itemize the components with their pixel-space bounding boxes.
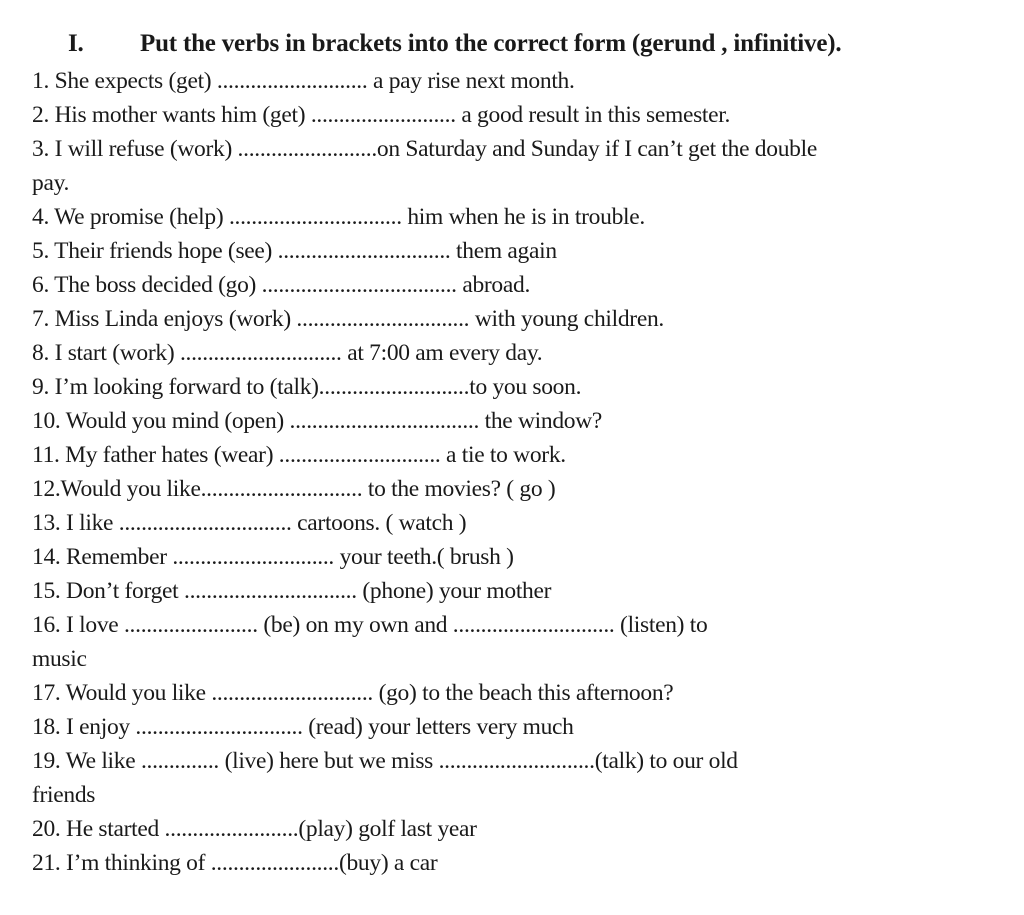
item-text: 5. Their friends hope (see) ............................... them again (32, 238, 557, 264)
item-text: 2. His mother wants him (get) .......................... a good result in this semester. (32, 102, 731, 128)
exercise-item-15 (32, 574, 992, 608)
exercise-item-14 (32, 540, 992, 574)
item-text: 10. Would you mind (open) .................................. the window? (32, 408, 603, 434)
exercise-item-19 (32, 744, 992, 812)
exercise-item-20 (32, 812, 992, 846)
item-continuation: friends (32, 782, 96, 808)
exercise-item-16 (32, 608, 992, 676)
exercise-list (32, 64, 992, 880)
item-text: 17. Would you like ............................. (go) to the beach this afternoon? (32, 680, 674, 706)
exercise-item-4 (32, 200, 992, 234)
exercise-item-3 (32, 132, 992, 200)
item-text: 4. We promise (help) ............................... him when he is in trouble. (32, 204, 645, 230)
item-text: 3. I will refuse (work) .........................on Saturday and Sunday if I can’t get the double (32, 136, 817, 162)
exercise-item-5 (32, 234, 992, 268)
item-text: 16. I love ........................ (be) on my own and ............................. (listen) to (32, 612, 708, 638)
item-text: 15. Don’t forget ............................... (phone) your mother (32, 578, 552, 604)
item-text: 14. Remember ............................. your teeth.( brush ) (32, 544, 514, 570)
exercise-item-1 (32, 64, 992, 98)
exercise-item-2 (32, 98, 992, 132)
item-continuation: music (32, 646, 87, 672)
item-text: 13. I like ............................... cartoons. ( watch ) (32, 510, 467, 536)
exercise-item-9 (32, 370, 992, 404)
exercise-item-10 (32, 404, 992, 438)
item-text: 21. I’m thinking of .......................(buy) a car (32, 850, 438, 876)
item-text: 19. We like .............. (live) here but we miss ............................(talk) to our old (32, 748, 738, 774)
exercise-item-13 (32, 506, 992, 540)
exercise-heading (68, 30, 841, 58)
item-text: 12.Would you like............................. to the movies? ( go ) (32, 476, 556, 502)
item-text: 18. I enjoy .............................. (read) your letters very much (32, 714, 574, 740)
exercise-item-6 (32, 268, 992, 302)
item-text: 6. The boss decided (go) ................................... abroad. (32, 272, 531, 298)
item-text: 1. She expects (get) ........................... a pay rise next month. (32, 68, 575, 94)
exercise-item-11 (32, 438, 992, 472)
item-text: 8. I start (work) ............................. at 7:00 am every day. (32, 340, 543, 366)
item-text: 11. My father hates (wear) ............................. a tie to work. (32, 442, 566, 468)
exercise-number: I. (68, 30, 84, 57)
exercise-item-17 (32, 676, 992, 710)
exercise-instruction: Put the verbs in brackets into the correct form (gerund , infinitive). (140, 30, 842, 57)
item-continuation: pay. (32, 170, 70, 196)
exercise-item-12 (32, 472, 992, 506)
item-text: 9. I’m looking forward to (talk)...........................to you soon. (32, 374, 582, 400)
exercise-item-8 (32, 336, 992, 370)
exercise-item-7 (32, 302, 992, 336)
item-text: 7. Miss Linda enjoys (work) ............................... with young children. (32, 306, 664, 332)
item-text: 20. He started ........................(play) golf last year (32, 816, 477, 842)
exercise-item-21 (32, 846, 992, 880)
exercise-item-18 (32, 710, 992, 744)
